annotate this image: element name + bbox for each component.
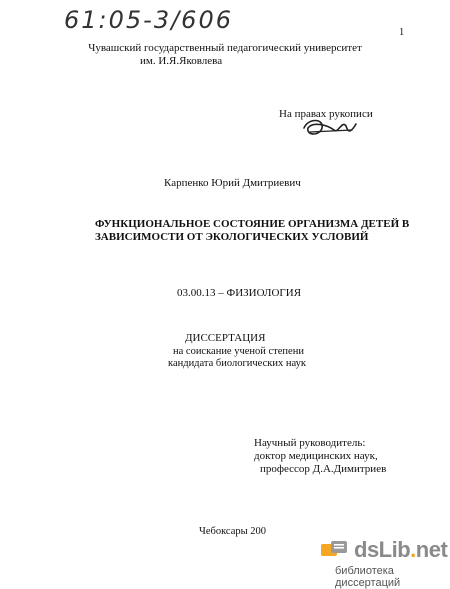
dissertation-title-line1: ФУНКЦИОНАЛЬНОЕ СОСТОЯНИЕ ОРГАНИЗМА ДЕТЕЙ В <box>95 218 410 230</box>
handwritten-archive-number: 61:05-3/606 <box>64 6 233 34</box>
supervisor-name: профессор Д.А.Димитриев <box>260 463 387 475</box>
degree-purpose: на соискание ученой степени <box>173 346 304 357</box>
dslib-brand: dsLib.net <box>354 537 448 562</box>
manuscript-rights-label: На правах рукописи <box>279 108 373 120</box>
institution-name: Чувашский государственный педагогический университет <box>88 42 362 54</box>
page-number: 1 <box>399 27 405 38</box>
supervisor-label: Научный руководитель: <box>254 437 366 449</box>
dissertation-title-line2: ЗАВИСИМОСТИ ОТ ЭКОЛОГИЧЕСКИХ УСЛОВИЙ <box>95 231 369 243</box>
dslib-subtitle: библиотека диссертаций <box>335 565 401 589</box>
supervisor-degree: доктор медицинских наук, <box>254 450 378 462</box>
dslib-watermark <box>318 535 450 589</box>
signature <box>300 114 362 142</box>
institution-namesake: им. И.Я.Яковлева <box>140 55 223 67</box>
dslib-logo-icon <box>320 539 350 561</box>
specialty-code: 03.00.13 – ФИЗИОЛОГИЯ <box>177 287 302 299</box>
city-year: Чебоксары 200 <box>199 526 267 537</box>
dissertation-heading: ДИССЕРТАЦИЯ <box>185 332 266 344</box>
degree-name: кандидата биологических наук <box>168 358 306 369</box>
author-name: Карпенко Юрий Дмитриевич <box>164 177 301 189</box>
